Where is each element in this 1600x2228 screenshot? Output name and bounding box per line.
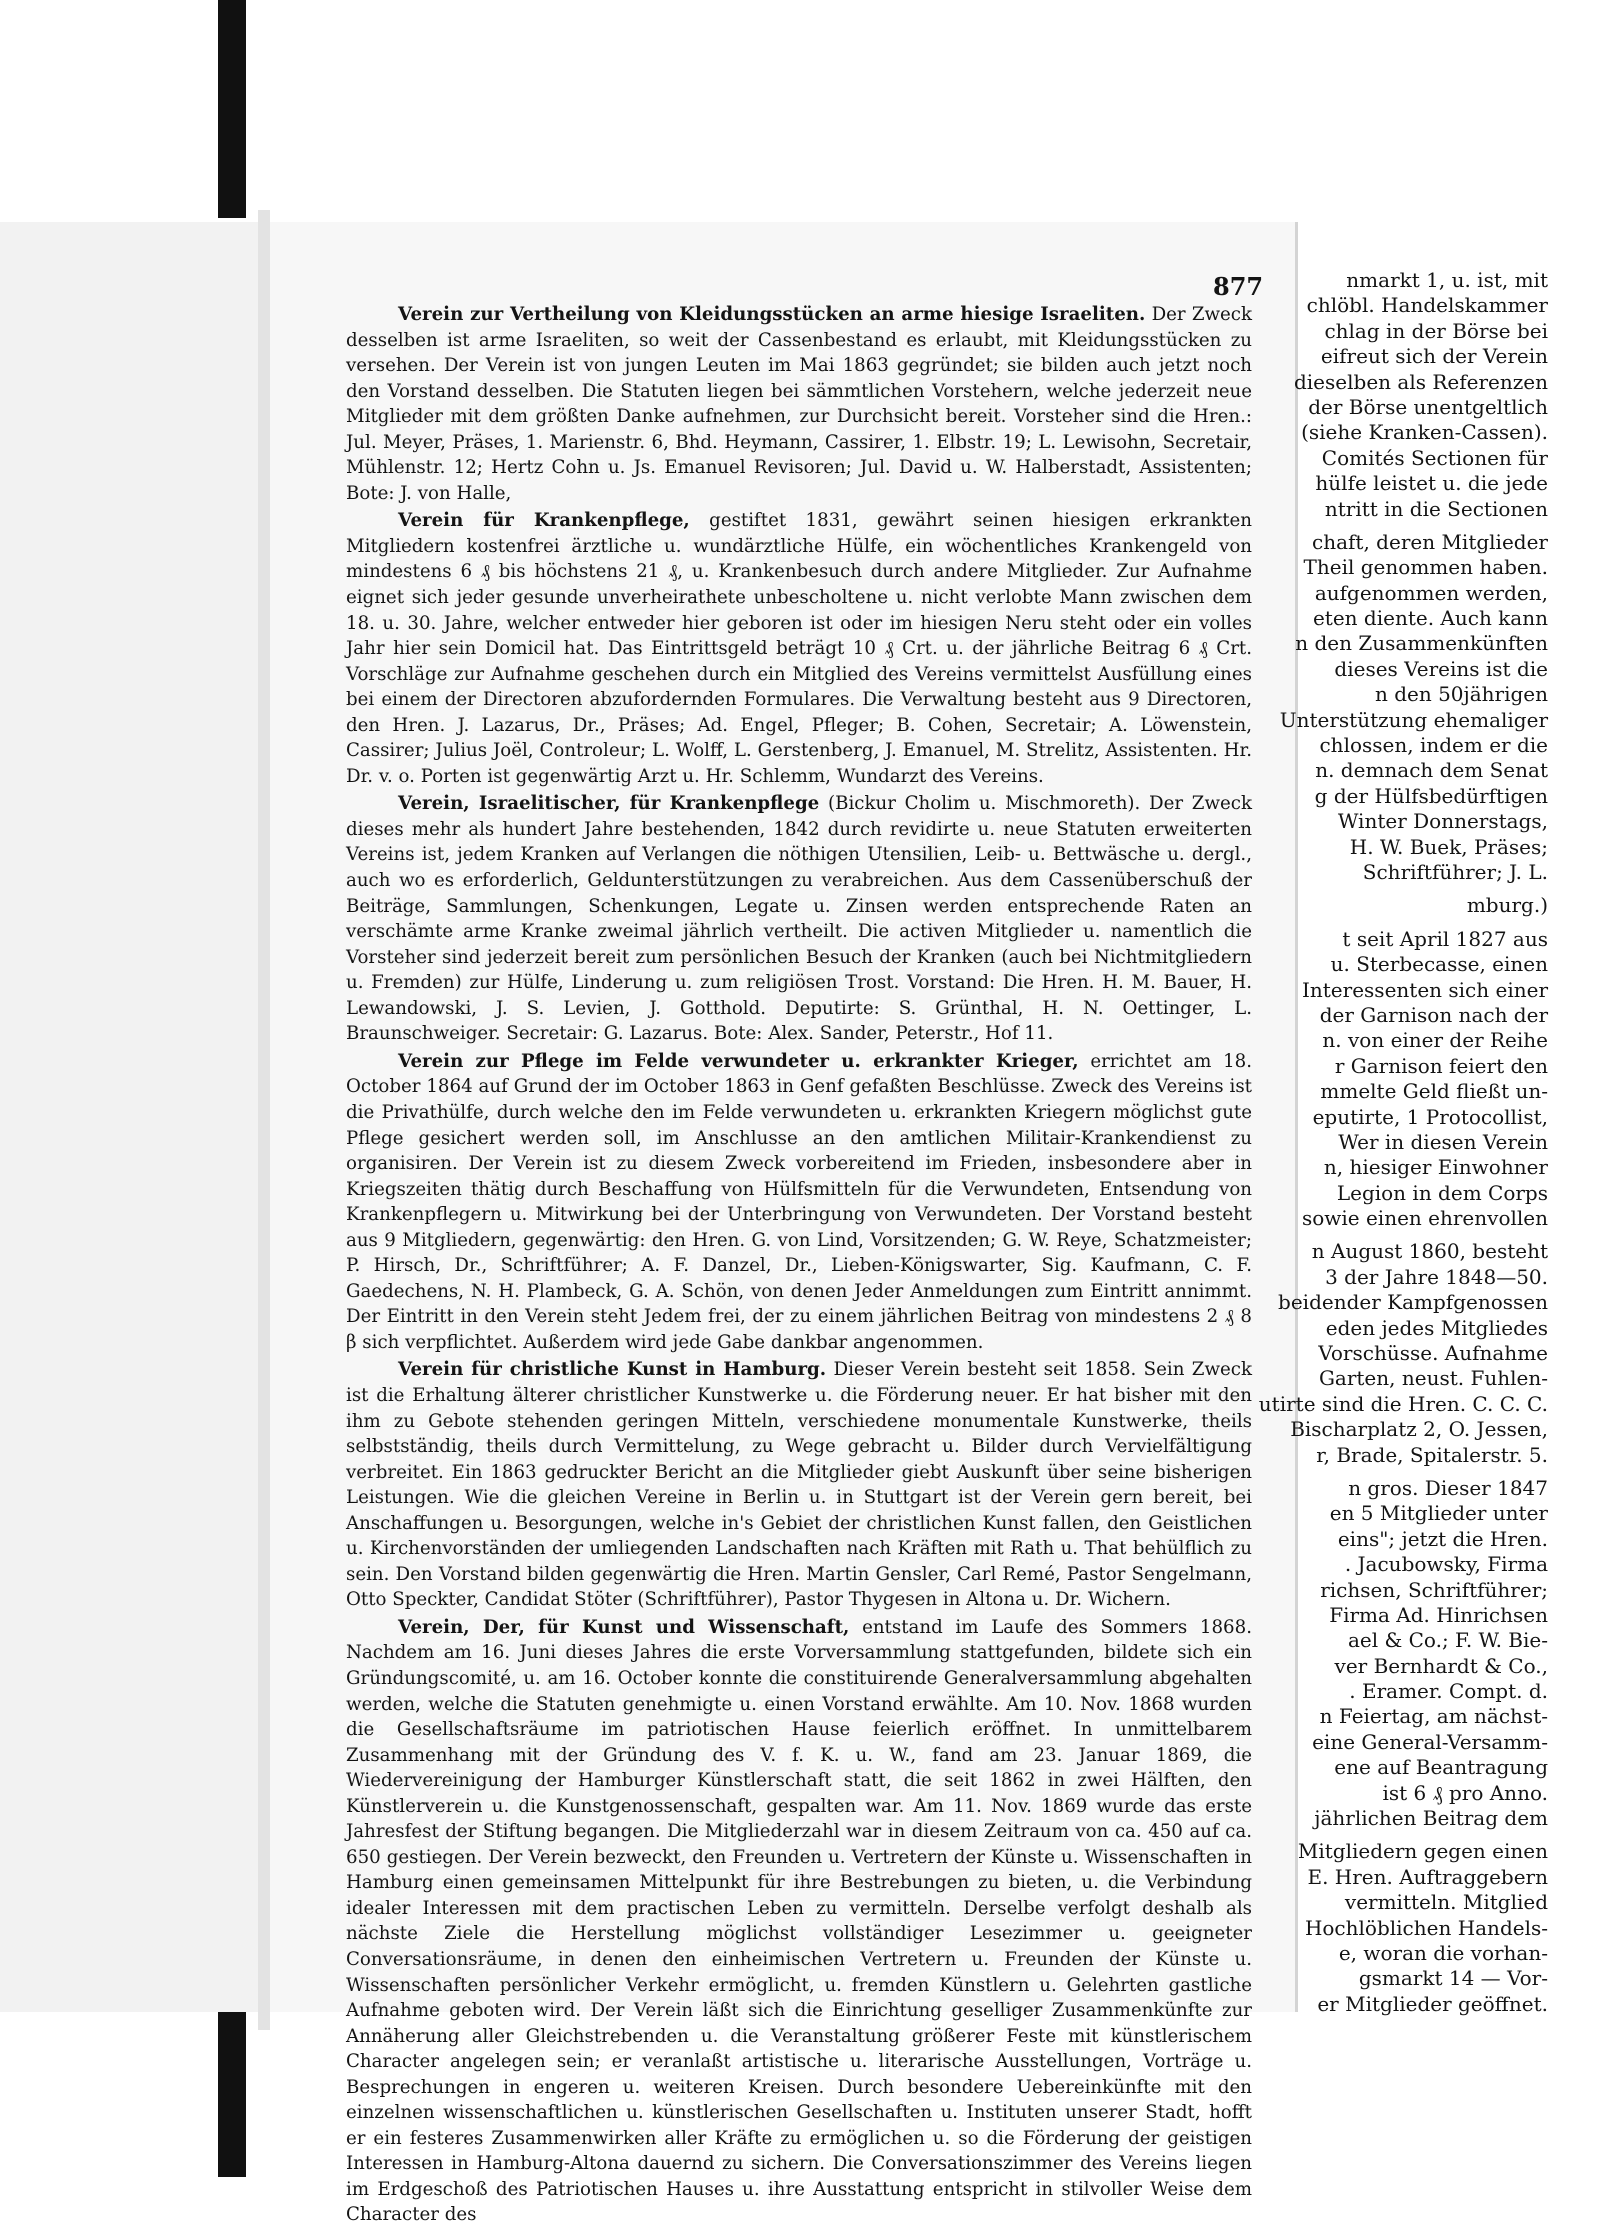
left-fragment-line: Hochlöblichen Handels- [1304, 1915, 1548, 1940]
left-fragment-line: eine General-Versamm- [1312, 1729, 1548, 1754]
left-fragment-line: der Garnison nach der [1319, 1002, 1548, 1027]
left-fragment-line: Unterstützung ehemaliger [1279, 707, 1548, 732]
left-fragment-line: r, Brade, Spitalerstr. 5. [1316, 1442, 1548, 1467]
left-fragment-line: eins"; jetzt die Hren. [1337, 1526, 1548, 1551]
left-fragment-line: Interessenten sich einer [1301, 977, 1548, 1002]
left-fragment-line: Legion in dem Corps [1336, 1180, 1548, 1205]
left-fragment-line: hülfe leistet u. die jede [1315, 471, 1548, 496]
left-fragment-line: Vorschüsse. Aufnahme [1318, 1341, 1548, 1366]
left-fragment-line: eputirte, 1 Protocollist, [1312, 1104, 1548, 1129]
left-fragment-line: mmelte Geld fließt un- [1320, 1079, 1548, 1104]
article-israelitische-krankenpflege [346, 791, 1252, 1046]
left-fragment-line: . Eramer. Compt. d. [1349, 1679, 1548, 1704]
article-title: Verein zur Pflege im Felde verwundeter u. erkrankter Krieger, [398, 1050, 1079, 1072]
binding-strip-bottom [218, 2012, 246, 2177]
article-christliche-kunst [346, 1357, 1252, 1612]
left-fragment-line: Wer in diesen Verein [1338, 1129, 1548, 1154]
left-fragment-line: Theil genommen haben. [1303, 555, 1548, 580]
left-fragment-line: g der Hülfsbedürftigen [1314, 783, 1548, 808]
left-fragment-line: dieses Vereins ist die [1334, 656, 1548, 681]
left-fragment-line: jährlichen Beitrag dem [1314, 1806, 1548, 1831]
article-body: gestiftet 1831, gewährt seinen hiesigen erkrankten Mitgliedern kostenfrei ärztliche u. wundärztliche Hülfe, ein wöchentliches Krankengeld von mindestens 6 ₰ bis höchstens 21 ₰, u. Krankenbesuch durch andere Mitglieder. Zur Aufnahme eignet sich jeder gesunde unverheirathete unbescholtene u. nicht verlobte Mann zwischen dem 18. u. 30. Jahre, welcher entweder hier geboren ist oder im hiesigen Neru steht oder ein volles Jahr hier sein Domicil hat. Das Eintrittsgeld beträgt 10 ₰ Crt. u. der jährliche Beitrag 6 ₰ Crt. Vorschläge zur Aufnahme geschehen durch ein Mitglied des Vereins vermittelst Ausfüllung eines bei einem der Directoren abzufordernden Formulares. Die Verwaltung besteht aus 9 Directoren, den Hren. J. Lazarus, Dr., Präses; Ad. Engel, Pfleger; B. Cohen, Secretair; A. Löwenstein, Cassirer; Julius Joël, Controleur; L. Wolff, L. Gerstenberg, J. Emanuel, M. Strelitz, Assistenten. Hr. Dr. v. o. Porten ist gegenwärtig Arzt u. Hr. Schlemm, Wundarzt des Vereins. [346, 510, 1252, 787]
left-fragment-line: (siehe Kranken-Cassen). [1301, 420, 1548, 445]
article-title: Verein, Israelitischer, für Krankenpflege [398, 793, 820, 815]
left-fragment-line: n August 1860, besteht [1311, 1239, 1548, 1264]
left-fragment-line: . Jacubowsky, Firma [1344, 1552, 1548, 1577]
left-fragment-line: E. Hren. Auftraggebern [1307, 1864, 1548, 1889]
article-body: Dieser Verein besteht seit 1858. Sein Zweck ist die Erhaltung älterer christlicher Kunstwerke u. die Förderung neuer. Er hat bisher mit den ihm zu Gebote stehenden geringen Mitteln, verschiedene monumentale Kunstwerke, theils selbstständig, theils durch Vermittelung, zu Wege gebracht u. Bilder durch Vervielfältigung verbreitet. Ein 1863 gedruckter Bericht an die Mitglieder giebt Auskunft über seine bisherigen Leistungen. Wie die gleichen Vereine in Berlin u. in Stuttgart ist der Verein gern bereit, bei Anschaffungen u. Besorgungen, welche in's Gebiet der christlichen Kunst fallen, den Geistlichen u. Kirchenvorständen der umliegenden Landschaften nach Kräften mit Rath u. That behülflich zu sein. Den Vorstand bilden gegenwärtig die Hren. Martin Gensler, Carl Remé, Pastor Sengelmann, Otto Speckter, Candidat Stöter (Schriftführer), Pastor Thygesen in Altona u. Dr. Wichern. [346, 1359, 1252, 1611]
article-body: (Bickur Cholim u. Mischmoreth). Der Zweck dieses mehr als hundert Jahre bestehenden, 1842 durch revidirte u. neue Statuten erweiterten Vereins ist, jedem Kranken auf Verlangen die nöthigen Utensilien, Leib- u. Bettwäsche u. dergl., auch wo es erforderlich, Geldunterstützungen zu verabreichen. Aus dem Cassenüberschuß der Beiträge, Sammlungen, Schenkungen, Legate u. Zinsen werden entsprechende Raten an verschämte arme Kranke zweimal jährlich vertheilt. Die activen Mitglieder u. namentlich die Vorsteher sind jederzeit bereit zum persönlichen Besuch der Kranken (auch bei Nichtmitgliedern u. Fremden) zur Hülfe, Linderung u. zum religiösen Trost. Vorstand: Die Hren. H. M. Bauer, H. Lewandowski, J. S. Levien, J. Gotthold. Deputirte: S. Grünthal, H. N. Oettinger, L. Braunschweiger. Secretair: G. Lazarus. Bote: Alex. Sander, Peterstr., Hof 11. [346, 793, 1252, 1045]
article-krieger-pflege [346, 1049, 1252, 1356]
left-fragment-line: ene auf Beantragung [1334, 1755, 1548, 1780]
left-fragment-line: richsen, Schriftführer; [1320, 1577, 1548, 1602]
left-fragment-line: sowie einen ehrenvollen [1301, 1206, 1548, 1231]
article-title: Verein zur Vertheilung von Kleidungsstücken an arme hiesige Israeliten. [398, 304, 1146, 325]
left-fragment-line: Winter Donnerstags, [1337, 809, 1548, 834]
left-fragment-line: mburg.) [1466, 893, 1548, 918]
left-fragment-line: n den Zusammenkünften [1295, 631, 1548, 656]
left-fragment-line: 3 der Jahre 1848—50. [1325, 1264, 1548, 1289]
right-page-text-column [346, 302, 1252, 2228]
left-fragment-line: eifreut sich der Verein [1320, 344, 1548, 369]
left-fragment-line: er Mitglieder geöffnet. [1317, 1991, 1548, 2016]
article-body: entstand im Laufe des Sommers 1868. Nachdem am 16. Juni dieses Jahres die erste Vorversammlung stattgefunden, bildete sich ein Gründungscomité, u. am 16. October konnte die constituirende Generalversammlung abgehalten werden, welche die Statuten genehmigte u. einen Vorstand erwählte. Am 10. Nov. 1868 wurden die Gesellschaftsräume im patriotischen Hause feierlich eröffnet. In unmittelbarem Zusammenhang mit der Gründung des V. f. K. u. W., fand am 23. Januar 1869, die Wiedervereinigung der Hamburger Künstlerschaft statt, die seit 1862 in zwei Hälften, den Künstlerverein u. die Kunstgenossenschaft, gespalten war. Am 11. Nov. 1869 wurde das erste Jahresfest der Stiftung begangen. Die Mitgliederzahl war in diesem Zeitraum von ca. 450 auf ca. 650 gestiegen. Der Verein bezweckt, den Freunden u. Vertretern der Künste u. Wissenschaften in Hamburg einen gemeinsamen Mittelpunkt für ihre Bestrebungen zu bieten, u. die Verbindung idealer Interessen mit dem practischen Leben zu vermitteln. Derselbe verfolgt deshalb als nächste Ziele die Herstellung möglichst vollständiger Lesezimmer u. geeigneter Conversationsräume, in denen den einheimischen Vertretern u. Freunden der Künste u. Wissenschaften persönlicher Verkehr ermöglicht, u. fremden Künstlern u. Gelehrten gastliche Aufnahme geboten wird. Der Verein läßt sich die Einrichtung geselliger Zusammenkünfte zur Annäherung aller Gleichstrebenden u. die Veranstaltung größerer Feste mit künstlerischem Character angelegen sein; er veranlaßt artistische u. literarische Ausstellungen, Vorträge u. Besprechungen in engeren u. weiteren Kreisen. Durch besondere Uebereinkünfte mit den einzelnen wissenschaftlichen u. künstlerischen Gesellschaften u. Instituten unserer Stadt, hofft er ein festeres Zusammenwirken aller Kräfte zu ermöglichen u. so die Förderung der geistigen Interessen in Hamburg-Altona dauernd zu sichern. Die Conversationszimmer des Vereins liegen im Erdgeschoß des Patriotischen Hauses u. ihre Ausstattung entspricht in stilvoller Weise dem Character des [346, 1616, 1252, 2226]
article-title: Verein für christliche Kunst in Hamburg. [398, 1359, 827, 1381]
left-fragment-line: eden jedes Mitgliedes [1325, 1315, 1548, 1340]
left-fragment-line: n. demnach dem Senat [1315, 758, 1548, 783]
left-fragment-line: u. Sterbecasse, einen [1330, 952, 1548, 977]
left-fragment-line: beidender Kampfgenossen [1278, 1290, 1548, 1315]
binding-strip-top [218, 0, 246, 218]
left-fragment-line: n. von einer der Reihe [1322, 1028, 1548, 1053]
left-fragment-line: n, hiesiger Einwohner [1323, 1155, 1548, 1180]
left-fragment-line: Firma Ad. Hinrichsen [1329, 1602, 1548, 1627]
left-fragment-line: ist 6 ₰ pro Anno. [1382, 1780, 1548, 1805]
left-fragment-line: nmarkt 1, u. ist, mit [1346, 268, 1548, 292]
left-fragment-line: n Feiertag, am nächst- [1319, 1704, 1548, 1729]
left-fragment-line: t seit April 1827 aus [1342, 926, 1548, 951]
left-fragment-line: utirte sind die Hren. C. C. C. [1258, 1391, 1548, 1416]
left-fragment-line: dieselben als Referenzen [1293, 369, 1548, 394]
left-fragment-line: der Börse unentgeltlich [1308, 394, 1548, 419]
left-fragment-line: aufgenommen werden, [1314, 580, 1548, 605]
left-fragment-line: chlossen, indem er die [1319, 733, 1548, 758]
page-number: 877 [1213, 272, 1264, 301]
left-fragment-line: e, woran die vorhan- [1338, 1941, 1548, 1965]
left-fragment-line: ver Bernhardt & Co., [1334, 1653, 1548, 1678]
article-kunst-wissenschaft [346, 1615, 1252, 2228]
left-page [0, 222, 258, 2012]
left-fragment-line: chaft, deren Mitglieder [1312, 529, 1548, 554]
book-gutter [258, 210, 270, 2030]
article-title: Verein, Der, für Kunst und Wissenschaft, [398, 1616, 850, 1638]
left-fragment-line: n den 50jährigen [1374, 682, 1548, 707]
left-fragment-line: ntritt in die Sectionen [1324, 496, 1548, 521]
left-fragment-line: chlag in der Börse bei [1324, 318, 1548, 343]
article-body: errichtet am 18. October 1864 auf Grund der im October 1863 in Genf gefaßten Beschlüsse. Zweck des Vereins ist die Privathülfe, durch welche den im Felde verwundeten u. erkrankten Kriegern möglichst gute Pflege gesichert werden soll, im Anschlusse an den amtlichen Militair-Krankendienst zu organisiren. Der Verein ist zu diesem Zweck vorbereitend im Frieden, insbesondere aber in Kriegszeiten thätig durch Beschaffung von Hülfsmitteln für die Verwundeten, Entsendung von Krankenpflegern u. Mitwirkung bei der Unterbringung von Verwundeten. Der Vorstand besteht aus 9 Mitgliedern, gegenwärtig: den Hren. G. von Lind, Vorsitzenden; G. W. Reye, Schatzmeister; P. Hirsch, Dr., Schriftführer; A. F. Danzel, Dr., Lieben-Königswarter, Sig. Kaufmann, C. F. Gaedechens, N. H. Plambeck, G. A. Schön, von denen Jeder Anmeldungen zum Eintritt annimmt. Der Eintritt in den Verein steht Jedem frei, der zu einem jährlichen Beitrag von mindestens 2 ₰ 8 β sich verpflichtet. Außerdem wird jede Gabe dankbar angenommen. [346, 1050, 1252, 1353]
left-fragment-line: eten diente. Auch kann [1312, 606, 1548, 631]
left-fragment-line: Comités Sectionen für [1321, 445, 1548, 470]
left-fragment-line: en 5 Mitglieder unter [1329, 1501, 1548, 1526]
left-fragment-line: Schriftführer; J. L. [1362, 859, 1548, 884]
article-krankenpflege [346, 508, 1252, 789]
left-fragment-line: Mitgliedern gegen einen [1297, 1839, 1548, 1864]
left-fragment-line: ael & Co.; F. W. Bie- [1347, 1628, 1548, 1653]
left-fragment-line: r Garnison feiert den [1334, 1053, 1548, 1078]
left-fragment-line: H. W. Buek, Präses; [1349, 834, 1548, 859]
left-fragment-line: n gros. Dieser 1847 [1348, 1475, 1548, 1500]
article-body: Der Zweck desselben ist arme Israeliten, so weit der Cassenbestand es erlaubt, mit Kleidungsstücken zu versehen. Der Verein ist von jungen Leuten im Mai 1863 gegründet; sie bilden auch jetzt noch den Vorstand desselben. Die Statuten liegen bei sämmtlichen Vorstehern, welche jederzeit neue Mitglieder mit dem größten Danke aufnehmen, zur Durchsicht bereit. Vorsteher sind die Hren.: Jul. Meyer, Präses, 1. Marienstr. 6, Bhd. Heymann, Cassirer, 1. Elbstr. 19; L. Lewisohn, Secretair, Mühlenstr. 12; Hertz Cohn u. Js. Emanuel Revisoren; Jul. David u. W. Halberstadt, Assistenten; Bote: J. von Halle, [346, 304, 1252, 504]
left-fragment-line: gsmarkt 14 — Vor- [1358, 1966, 1548, 1991]
left-fragment-line: Bischarplatz 2, O. Jessen, [1290, 1417, 1548, 1442]
left-fragment-line: chlöbl. Handelskammer [1306, 293, 1548, 318]
left-fragment-line: vermitteln. Mitglied [1344, 1890, 1548, 1915]
left-fragment-line: Garten, neust. Fuhlen- [1318, 1366, 1548, 1391]
article-kleidungsstuecke [346, 302, 1252, 506]
article-title: Verein für Krankenpflege, [398, 510, 690, 532]
